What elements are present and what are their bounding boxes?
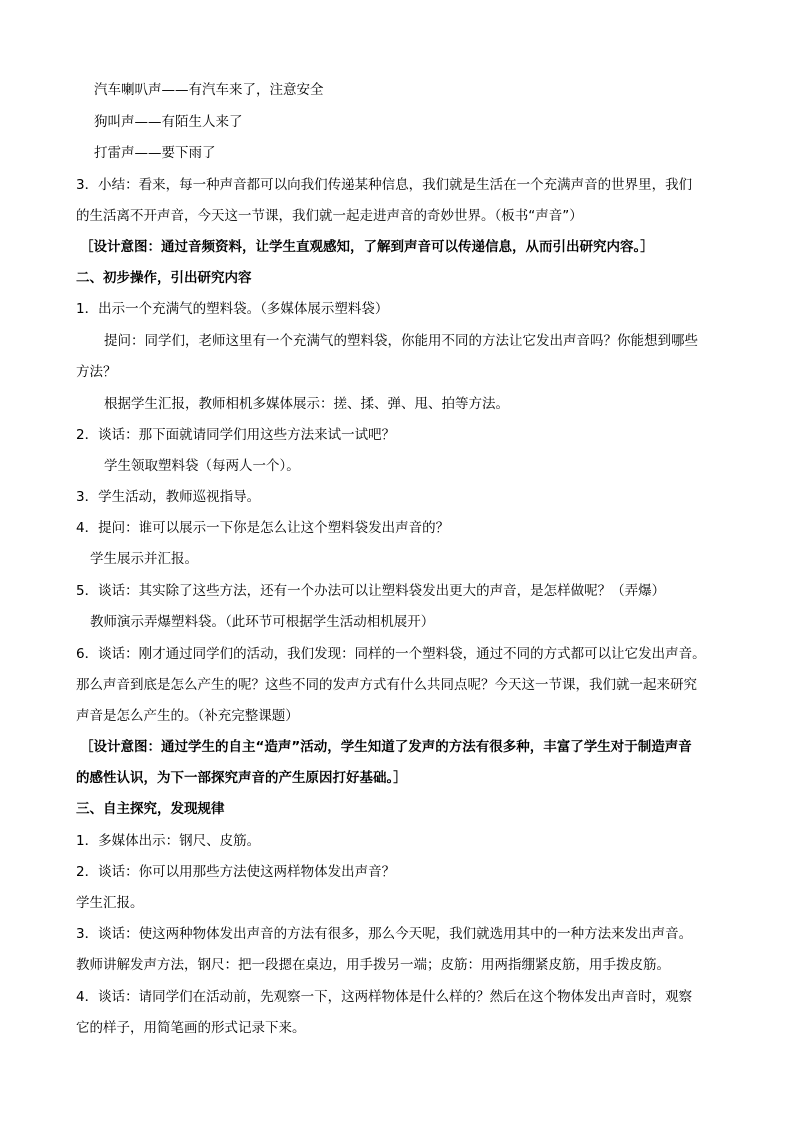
text-line: 狗叫声——有陌生人来了 [94, 114, 243, 130]
text-line: 学生展示并汇报。 [90, 551, 198, 567]
section-heading: 二、初步操作，引出研究内容 [76, 270, 252, 286]
design-intent-note: ［设计意图：通过音频资料，让学生直观感知，了解到声音可以传递信息，从而引出研究内容。］ [80, 239, 654, 255]
text-line: 根据学生汇报，教师相机多媒体展示：搓、揉、弹、甩、拍等方法。 [104, 396, 509, 412]
text-line: 2．谈话：那下面就请同学们用这些方法来试一试吧？ [76, 427, 396, 443]
design-intent-note: ［设计意图：通过学生的自主“造声”活动，学生知道了发声的方法有很多种，丰富了学生对于制造声音 [80, 739, 692, 755]
text-line: 3．谈话：使这两种物体发出声音的方法有很多，那么今天呢，我们就选用其中的一种方法来发出声音。 [76, 926, 693, 942]
design-intent-note: 的感性认识，为下一部探究声音的产生原因打好基础。］ [76, 770, 407, 786]
text-line: 声音是怎么产生的。（补充完整课题） [76, 708, 299, 724]
text-line: 它的样子，用简笔画的形式记录下来。 [76, 1020, 306, 1036]
text-line: 教师讲解发声方法，钢尺：把一段摁在桌边，用手拨另一端；皮筋：用两指绷紧皮筋，用手拨皮筋。 [76, 957, 670, 973]
text-line: 学生汇报。 [76, 895, 144, 911]
section-heading: 三、自主探究，发现规律 [76, 801, 225, 817]
text-line: 的生活离不开声音，今天这一节课，我们就一起走进声音的奇妙世界。（板书“声音”） [76, 208, 583, 224]
text-line: 2．谈话：你可以用那些方法使这两样物体发出声音？ [76, 864, 396, 880]
text-line: 5．谈话：其实除了这些方法，还有一个办法可以让塑料袋发出更大的声音，是怎样做呢？（弄爆） [76, 583, 666, 599]
text-line: 4．谈话：请同学们在活动前，先观察一下，这两样物体是什么样的？然后在这个物体发出声音时，观察 [76, 989, 693, 1005]
text-line: 提问：同学们，老师这里有一个充满气的塑料袋，你能用不同的方法让它发出声音吗？你能想到哪些 [104, 333, 698, 349]
text-line: 3．小结：看来，每一种声音都可以向我们传递某种信息，我们就是生活在一个充满声音的世界里，我们 [76, 177, 693, 193]
text-line: 6．谈话：刚才通过同学们的活动，我们发现：同样的一个塑料袋，通过不同的方式都可以让它发出声音。 [76, 646, 706, 662]
text-line: 那么声音到底是怎么产生的呢？这些不同的发声方式有什么共同点呢？今天这一节课，我们就一起来研究 [76, 677, 697, 693]
text-line: 3．学生活动，教师巡视指导。 [76, 489, 261, 505]
text-line: 汽车喇叭声——有汽车来了，注意安全 [94, 82, 324, 98]
text-line: 1．多媒体出示：钢尺、皮筋。 [76, 833, 261, 849]
text-line: 4．提问：谁可以展示一下你是怎么让这个塑料袋发出声音的？ [76, 520, 450, 536]
text-line: 打雷声——要下雨了 [94, 145, 216, 161]
text-line: 学生领取塑料袋（每两人一个）。 [104, 458, 300, 474]
text-line: 1．出示一个充满气的塑料袋。（多媒体展示塑料袋） [76, 301, 389, 317]
text-line: 教师演示弄爆塑料袋。（此环节可根据学生活动相机展开） [90, 614, 435, 630]
text-line: 方法？ [76, 364, 117, 380]
